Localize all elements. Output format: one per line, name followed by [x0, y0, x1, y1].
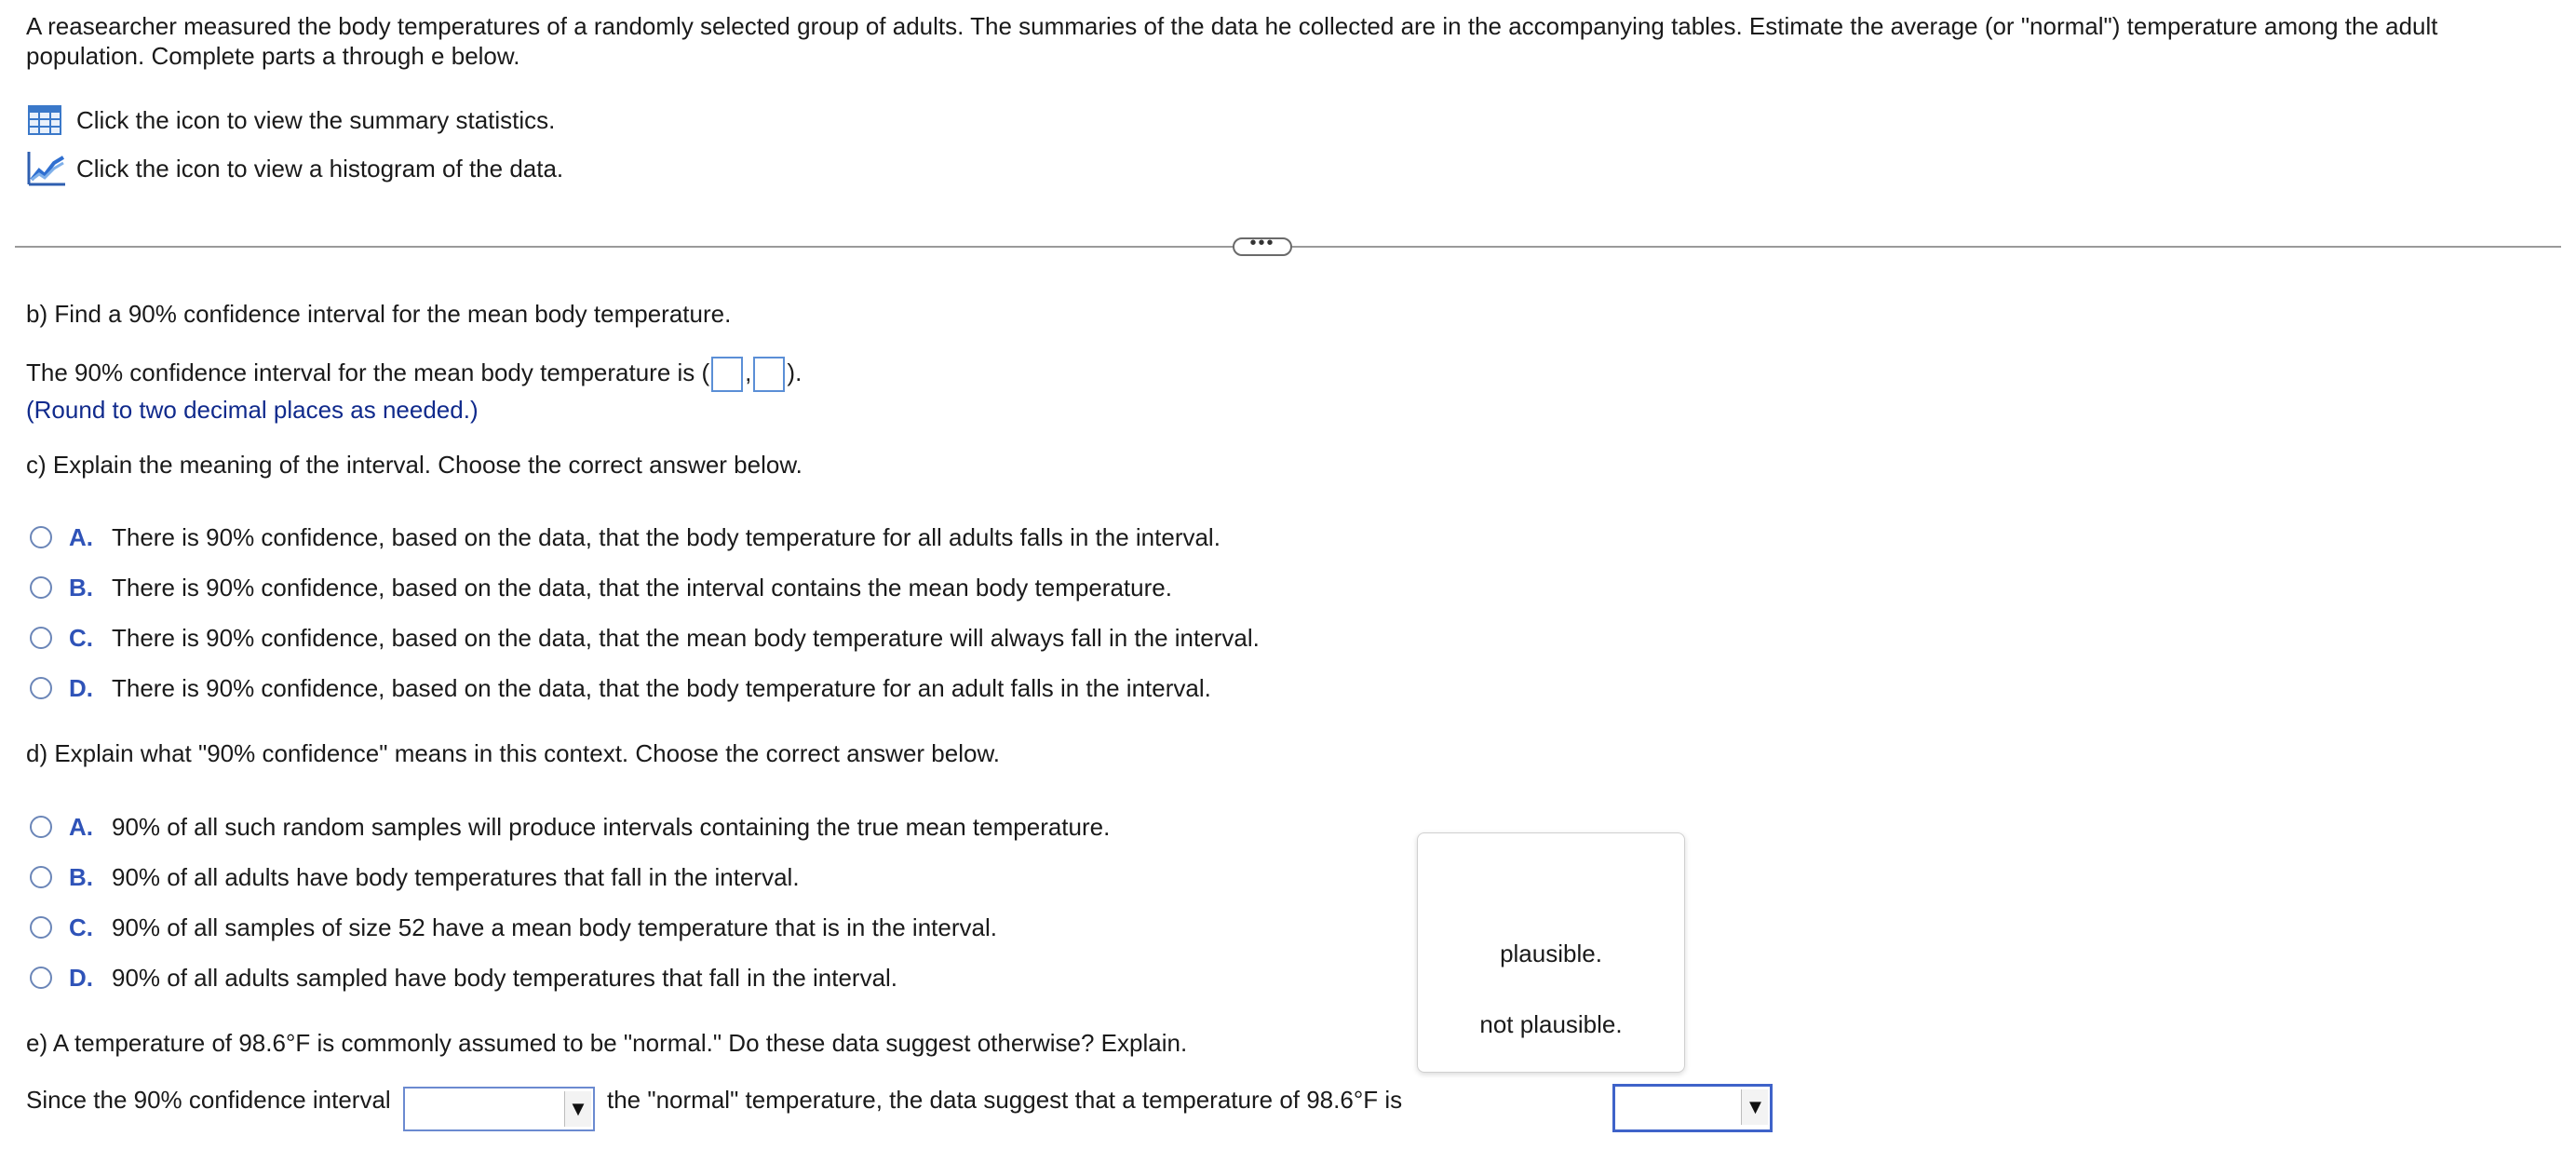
part-c-option-c[interactable] — [30, 623, 1260, 653]
histogram-link-text[interactable]: Click the icon to view a histogram of the data. — [76, 155, 564, 183]
dropdown-arrow-icon: ▼ — [564, 1091, 591, 1127]
histogram-link[interactable] — [26, 150, 563, 187]
part-c-option-d[interactable] — [30, 673, 1211, 703]
table-icon[interactable] — [26, 101, 63, 139]
radio-button[interactable] — [30, 526, 52, 548]
plausibility-dropdown[interactable] — [1612, 1084, 1773, 1132]
part-b-comma: , — [745, 358, 752, 386]
problem-statement: A reasearcher measured the body temperatures of a randomly selected group of adults. The summaries of the data he collected are in the accompanying tables. Estimate the average (or "normal") temperature among the adult population. Complete parts a through e below. — [26, 12, 2438, 70]
option-letter: C. — [69, 913, 93, 941]
expand-collapse-button[interactable]: ••• — [1233, 237, 1292, 256]
option-text: There is 90% confidence, based on the data, that the body temperature for all adults falls in the interval. — [112, 523, 1221, 551]
option-text: 90% of all adults sampled have body temperatures that fall in the interval. — [112, 964, 898, 992]
option-letter: C. — [69, 624, 93, 652]
part-d-option-c[interactable] — [30, 913, 997, 942]
part-b-answer-line — [26, 357, 802, 392]
radio-button[interactable] — [30, 967, 52, 989]
plausibility-dropdown-menu — [1417, 832, 1685, 1073]
option-letter: D. — [69, 674, 93, 702]
dropdown-arrow-icon: ▼ — [1741, 1089, 1768, 1125]
histogram-chart-icon[interactable] — [26, 150, 63, 187]
option-text: There is 90% confidence, based on the data, that the mean body temperature will always fall in the interval. — [112, 624, 1260, 652]
option-text: 90% of all samples of size 52 have a mean body temperature that is in the interval. — [112, 913, 997, 941]
option-letter: D. — [69, 964, 93, 992]
part-e-sentence-mid: the "normal" temperature, the data suggest that a temperature of 98.6°F is — [607, 1086, 1403, 1114]
option-text: 90% of all such random samples will produce intervals containing the true mean temperature. — [112, 813, 1111, 841]
interval-relation-dropdown[interactable] — [403, 1087, 595, 1131]
summary-statistics-link[interactable] — [26, 101, 555, 139]
option-text: There is 90% confidence, based on the data, that the interval contains the mean body temperature. — [112, 574, 1172, 602]
part-d-option-a[interactable] — [30, 812, 1110, 842]
part-c-option-b[interactable] — [30, 573, 1172, 602]
radio-button[interactable] — [30, 866, 52, 888]
radio-button[interactable] — [30, 816, 52, 838]
part-b-question: b) Find a 90% confidence interval for the mean body temperature. — [26, 300, 732, 328]
option-letter: A. — [69, 523, 93, 551]
part-d-option-b[interactable] — [30, 862, 800, 892]
option-letter: B. — [69, 863, 93, 891]
summary-statistics-link-text[interactable]: Click the icon to view the summary statistics. — [76, 106, 556, 134]
part-e-question: e) A temperature of 98.6°F is commonly assumed to be "normal." Do these data suggest otherwise? Explain. — [26, 1029, 1188, 1057]
option-letter: B. — [69, 574, 93, 602]
rounding-hint: (Round to two decimal places as needed.) — [26, 396, 479, 424]
radio-button[interactable] — [30, 677, 52, 699]
part-d-question: d) Explain what "90% confidence" means in this context. Choose the correct answer below. — [26, 739, 1001, 767]
option-text: There is 90% confidence, based on the data, that the body temperature for an adult falls in the interval. — [112, 674, 1211, 702]
option-letter: A. — [69, 813, 93, 841]
part-b-prefix: The 90% confidence interval for the mean body temperature is ( — [26, 358, 710, 386]
interval-upper-bound-input[interactable] — [753, 357, 785, 392]
radio-button[interactable] — [30, 576, 52, 599]
part-c-question: c) Explain the meaning of the interval. Choose the correct answer below. — [26, 451, 802, 479]
part-c-option-a[interactable] — [30, 522, 1221, 552]
menu-option-not-plausible[interactable]: not plausible. — [1479, 1010, 1623, 1038]
menu-option-plausible[interactable]: plausible. — [1500, 940, 1602, 967]
option-text: 90% of all adults have body temperatures that fall in the interval. — [112, 863, 800, 891]
part-e-sentence-start: Since the 90% confidence interval — [26, 1086, 391, 1114]
radio-button[interactable] — [30, 916, 52, 939]
interval-lower-bound-input[interactable] — [711, 357, 743, 392]
part-d-option-d[interactable] — [30, 963, 897, 993]
part-b-suffix: ). — [787, 358, 802, 386]
radio-button[interactable] — [30, 627, 52, 649]
